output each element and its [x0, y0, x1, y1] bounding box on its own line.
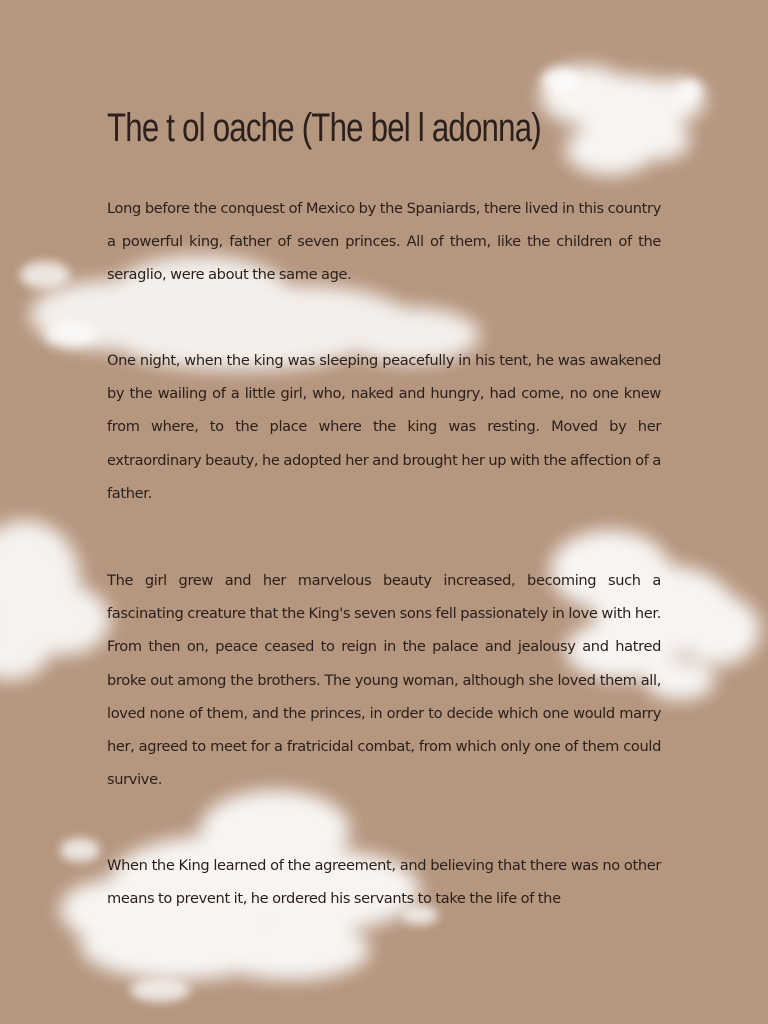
document-title: The t ol oache (The bel l adonna)	[107, 106, 541, 150]
cloud-left-edge	[0, 520, 110, 680]
paragraph-4: When the King learned of the agreement, and believing that there was no other means to prevent it, he ordered his servants to take the life of the	[107, 857, 661, 908]
paragraph-2: One night, when the king was sleeping peacefully in his tent, he was awakened by the wailing of a little girl, who, naked and hungry, had come, no one knew from where, to the place where the king was resting. Moved by her extraordinary beauty, he adopted her and brought her up with the affection of a father.	[107, 352, 661, 502]
paragraph-1: Long before the conquest of Mexico by the Spaniards, there lived in this country a powerful king, father of seven princes. All of them, like the children of the seraglio, were about the same age.	[107, 200, 661, 284]
paragraph-3: The girl grew and her marvelous beauty increased, becoming such a fascinating creature that the King's seven sons fell passionately in love with her. From then on, peace ceased to reign in the palace and jealousy and hatred broke out among the brothers. The young woman, although she loved them all, loved none of them, and the princes, in order to decide which one would marry her, agreed to meet for a fratricidal combat, from which only one of them could survive.	[107, 572, 661, 789]
